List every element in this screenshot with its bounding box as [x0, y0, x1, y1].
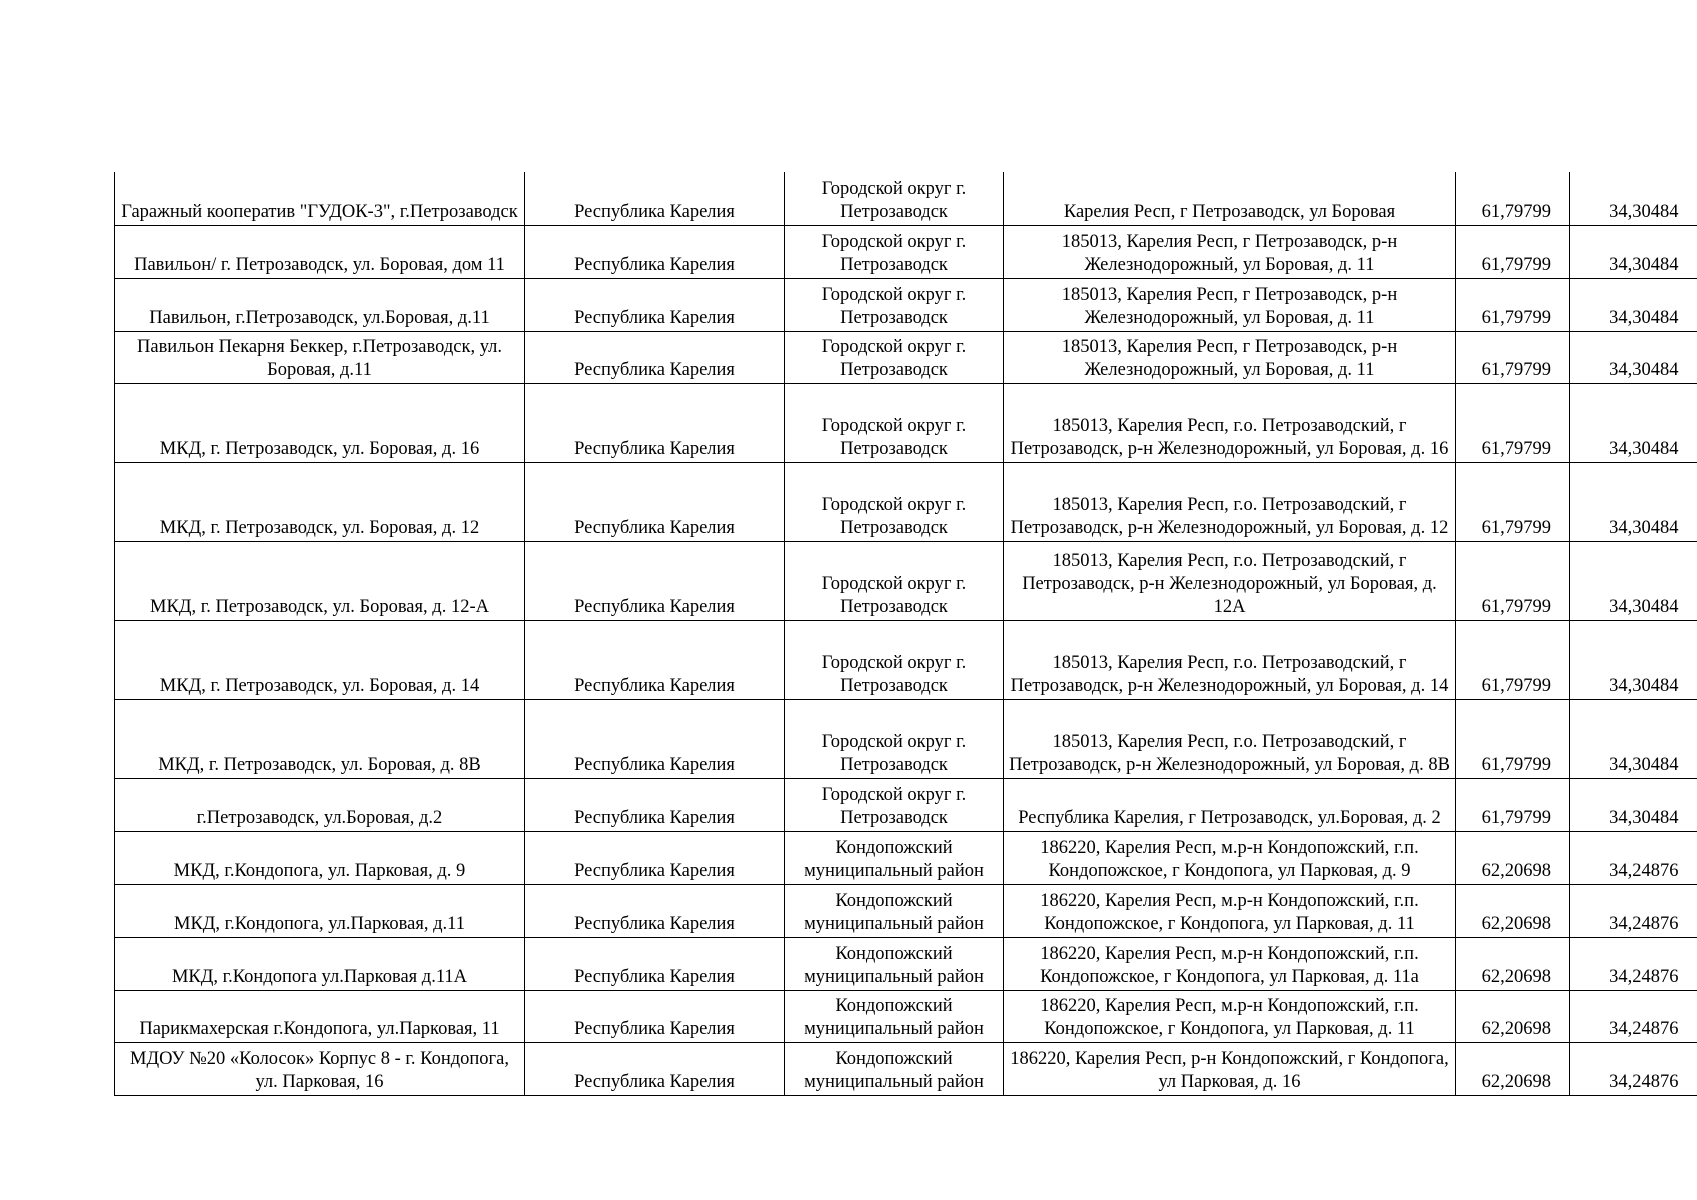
- address-cell: 185013, Карелия Респ, г.о. Петрозаводский, г Петрозаводск, р-н Железнодорожный, ул Боровая, д. 14: [1004, 620, 1456, 699]
- municipality-cell: Городской округ г. Петрозаводск: [785, 383, 1004, 462]
- address-cell: 185013, Карелия Респ, г.о. Петрозаводский, г Петрозаводск, р-н Железнодорожный, ул Боровая, д. 16: [1004, 383, 1456, 462]
- region-cell: Республика Карелия: [525, 462, 785, 541]
- region-cell: Республика Карелия: [525, 620, 785, 699]
- region-cell: Республика Карелия: [525, 383, 785, 462]
- address-cell: 186220, Карелия Респ, м.р-н Кондопожский, г.п. Кондопожское, г Кондопога, ул Парковая, д. 11: [1004, 990, 1456, 1042]
- longitude-cell: 34,30484: [1570, 462, 1697, 541]
- object-name-cell: МКД, г. Петрозаводск, ул. Боровая, д. 16: [115, 383, 525, 462]
- longitude-cell: 34,30484: [1570, 699, 1697, 778]
- table-row: [115, 884, 1697, 937]
- latitude-cell: 62,20698: [1456, 1042, 1570, 1095]
- region-cell: Республика Карелия: [525, 699, 785, 778]
- address-cell: 185013, Карелия Респ, г.о. Петрозаводский, г Петрозаводск, р-н Железнодорожный, ул Боровая, д. 8В: [1004, 699, 1456, 778]
- latitude-cell: 61,79799: [1456, 620, 1570, 699]
- region-cell: Республика Карелия: [525, 541, 785, 620]
- table-row: [115, 990, 1697, 1042]
- object-name-cell: Павильон Пекарня Беккер, г.Петрозаводск, ул. Боровая, д.11: [115, 331, 525, 383]
- latitude-cell: 62,20698: [1456, 990, 1570, 1042]
- objects-table: [114, 172, 1697, 1096]
- longitude-cell: 34,24876: [1570, 1042, 1697, 1095]
- longitude-cell: 34,24876: [1570, 937, 1697, 990]
- latitude-cell: 61,79799: [1456, 172, 1570, 225]
- address-cell: 185013, Карелия Респ, г Петрозаводск, р-н Железнодорожный, ул Боровая, д. 11: [1004, 331, 1456, 383]
- longitude-cell: 34,30484: [1570, 278, 1697, 331]
- longitude-cell: 34,30484: [1570, 778, 1697, 831]
- longitude-cell: 34,30484: [1570, 541, 1697, 620]
- address-cell: 185013, Карелия Респ, г.о. Петрозаводский, г Петрозаводск, р-н Железнодорожный, ул Боровая, д. 12А: [1004, 541, 1456, 620]
- latitude-cell: 61,79799: [1456, 383, 1570, 462]
- address-cell: 186220, Карелия Респ, р-н Кондопожский, г Кондопога, ул Парковая, д. 16: [1004, 1042, 1456, 1095]
- municipality-cell: Кондопожский муниципальный район: [785, 831, 1004, 884]
- latitude-cell: 61,79799: [1456, 331, 1570, 383]
- municipality-cell: Городской округ г. Петрозаводск: [785, 462, 1004, 541]
- table-row: [115, 225, 1697, 278]
- table-row: [115, 331, 1697, 383]
- municipality-cell: Городской округ г. Петрозаводск: [785, 699, 1004, 778]
- longitude-cell: 34,30484: [1570, 620, 1697, 699]
- object-name-cell: МКД, г.Кондопога ул.Парковая д.11А: [115, 937, 525, 990]
- region-cell: Республика Карелия: [525, 831, 785, 884]
- object-name-cell: Парикмахерская г.Кондопога, ул.Парковая, 11: [115, 990, 525, 1042]
- object-name-cell: МДОУ №20 «Колосок» Корпус 8 - г. Кондопога, ул. Парковая, 16: [115, 1042, 525, 1095]
- latitude-cell: 61,79799: [1456, 778, 1570, 831]
- table-row: [115, 172, 1697, 225]
- latitude-cell: 62,20698: [1456, 831, 1570, 884]
- region-cell: Республика Карелия: [525, 778, 785, 831]
- object-name-cell: МКД, г. Петрозаводск, ул. Боровая, д. 14: [115, 620, 525, 699]
- object-name-cell: Павильон/ г. Петрозаводск, ул. Боровая, дом 11: [115, 225, 525, 278]
- region-cell: Республика Карелия: [525, 1042, 785, 1095]
- region-cell: Республика Карелия: [525, 884, 785, 937]
- municipality-cell: Городской округ г. Петрозаводск: [785, 620, 1004, 699]
- address-cell: 186220, Карелия Респ, м.р-н Кондопожский, г.п. Кондопожское, г Кондопога, ул Парковая, д. 9: [1004, 831, 1456, 884]
- object-name-cell: МКД, г. Петрозаводск, ул. Боровая, д. 12: [115, 462, 525, 541]
- address-cell: 186220, Карелия Респ, м.р-н Кондопожский, г.п. Кондопожское, г Кондопога, ул Парковая, д. 11а: [1004, 937, 1456, 990]
- address-cell: 185013, Карелия Респ, г.о. Петрозаводский, г Петрозаводск, р-н Железнодорожный, ул Боровая, д. 12: [1004, 462, 1456, 541]
- municipality-cell: Кондопожский муниципальный район: [785, 1042, 1004, 1095]
- object-name-cell: МКД, г.Кондопога, ул. Парковая, д. 9: [115, 831, 525, 884]
- latitude-cell: 61,79799: [1456, 699, 1570, 778]
- object-name-cell: МКД, г.Кондопога, ул.Парковая, д.11: [115, 884, 525, 937]
- object-name-cell: МКД, г. Петрозаводск, ул. Боровая, д. 12-А: [115, 541, 525, 620]
- region-cell: Республика Карелия: [525, 225, 785, 278]
- table-row: [115, 462, 1697, 541]
- table-row: [115, 278, 1697, 331]
- municipality-cell: Кондопожский муниципальный район: [785, 937, 1004, 990]
- latitude-cell: 61,79799: [1456, 278, 1570, 331]
- latitude-cell: 61,79799: [1456, 225, 1570, 278]
- longitude-cell: 34,30484: [1570, 172, 1697, 225]
- municipality-cell: Кондопожский муниципальный район: [785, 884, 1004, 937]
- address-cell: Карелия Респ, г Петрозаводск, ул Боровая: [1004, 172, 1456, 225]
- table-row: [115, 1042, 1697, 1095]
- municipality-cell: Кондопожский муниципальный район: [785, 990, 1004, 1042]
- latitude-cell: 61,79799: [1456, 541, 1570, 620]
- longitude-cell: 34,30484: [1570, 225, 1697, 278]
- address-cell: 185013, Карелия Респ, г Петрозаводск, р-н Железнодорожный, ул Боровая, д. 11: [1004, 225, 1456, 278]
- latitude-cell: 62,20698: [1456, 937, 1570, 990]
- address-cell: 186220, Карелия Респ, м.р-н Кондопожский, г.п. Кондопожское, г Кондопога, ул Парковая, д. 11: [1004, 884, 1456, 937]
- table-row: [115, 383, 1697, 462]
- longitude-cell: 34,30484: [1570, 331, 1697, 383]
- longitude-cell: 34,24876: [1570, 831, 1697, 884]
- table-row: [115, 778, 1697, 831]
- address-cell: Республика Карелия, г Петрозаводск, ул.Боровая, д. 2: [1004, 778, 1456, 831]
- object-name-cell: Гаражный кооператив "ГУДОК-3", г.Петрозаводск: [115, 172, 525, 225]
- longitude-cell: 34,30484: [1570, 383, 1697, 462]
- municipality-cell: Городской округ г. Петрозаводск: [785, 541, 1004, 620]
- municipality-cell: Городской округ г. Петрозаводск: [785, 172, 1004, 225]
- address-cell: 185013, Карелия Респ, г Петрозаводск, р-н Железнодорожный, ул Боровая, д. 11: [1004, 278, 1456, 331]
- object-name-cell: МКД, г. Петрозаводск, ул. Боровая, д. 8В: [115, 699, 525, 778]
- table-body: [115, 172, 1697, 1095]
- region-cell: Республика Карелия: [525, 172, 785, 225]
- region-cell: Республика Карелия: [525, 937, 785, 990]
- object-name-cell: г.Петрозаводск, ул.Боровая, д.2: [115, 778, 525, 831]
- longitude-cell: 34,24876: [1570, 884, 1697, 937]
- region-cell: Республика Карелия: [525, 331, 785, 383]
- municipality-cell: Городской округ г. Петрозаводск: [785, 278, 1004, 331]
- municipality-cell: Городской округ г. Петрозаводск: [785, 225, 1004, 278]
- municipality-cell: Городской округ г. Петрозаводск: [785, 331, 1004, 383]
- table-row: [115, 699, 1697, 778]
- table-row: [115, 937, 1697, 990]
- table-row: [115, 831, 1697, 884]
- region-cell: Республика Карелия: [525, 990, 785, 1042]
- municipality-cell: Городской округ г. Петрозаводск: [785, 778, 1004, 831]
- latitude-cell: 62,20698: [1456, 884, 1570, 937]
- longitude-cell: 34,24876: [1570, 990, 1697, 1042]
- region-cell: Республика Карелия: [525, 278, 785, 331]
- object-name-cell: Павильон, г.Петрозаводск, ул.Боровая, д.11: [115, 278, 525, 331]
- latitude-cell: 61,79799: [1456, 462, 1570, 541]
- table-row: [115, 620, 1697, 699]
- table-row: [115, 541, 1697, 620]
